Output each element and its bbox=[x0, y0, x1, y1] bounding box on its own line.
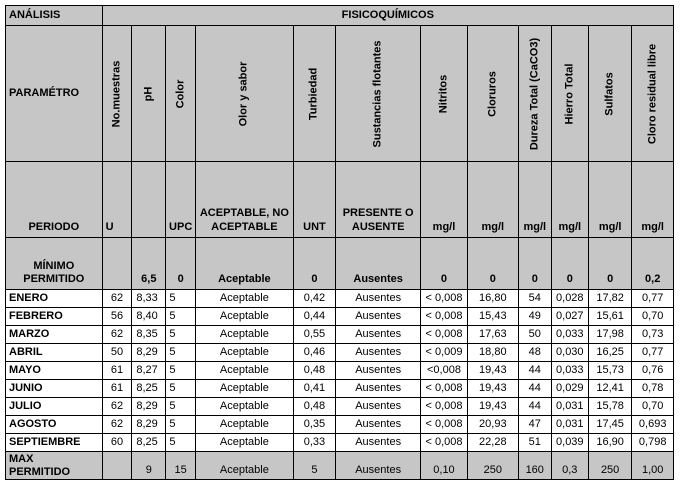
fisicoquimicos-label: FISICOQUÍMICOS bbox=[102, 6, 673, 26]
cell: 0,70 bbox=[632, 398, 674, 416]
minimo-olor: Aceptable bbox=[196, 238, 294, 290]
col-cloro-header: Cloro residual libre bbox=[632, 26, 674, 162]
cell: Ausentes bbox=[336, 326, 421, 344]
unit-olor: ACEPTABLE, NO ACEPTABLE bbox=[196, 162, 294, 238]
col-turbiedad-header: Turbiedad bbox=[293, 26, 335, 162]
cell: Aceptable bbox=[196, 398, 294, 416]
minimo-sustancias: Ausentes bbox=[336, 238, 421, 290]
cell: 62 bbox=[102, 326, 132, 344]
minimo-turbiedad: 0 bbox=[293, 238, 335, 290]
unit-row bbox=[6, 162, 674, 238]
maximo-ph: 9 bbox=[132, 452, 166, 480]
maximo-cloruros: 250 bbox=[467, 452, 518, 480]
cell: 0,76 bbox=[632, 362, 674, 380]
cell: 0,33 bbox=[293, 434, 335, 452]
cell: 8,33 bbox=[132, 290, 166, 308]
col-hierro-header: Hierro Total bbox=[551, 26, 588, 162]
cell: Aceptable bbox=[196, 380, 294, 398]
row-month: SEPTIEMBRE bbox=[6, 434, 103, 452]
cell: 8,35 bbox=[132, 326, 166, 344]
unit-dureza: mg/l bbox=[518, 162, 551, 238]
cell: 62 bbox=[102, 416, 132, 434]
table-row-marzo bbox=[6, 326, 674, 344]
cell: 5 bbox=[166, 398, 196, 416]
maximo-nitritos: 0,10 bbox=[421, 452, 468, 480]
cell: 0,027 bbox=[551, 308, 588, 326]
col-nitritos-header: Nitritos bbox=[421, 26, 468, 162]
cell: 8,25 bbox=[132, 380, 166, 398]
unit-ph bbox=[132, 162, 166, 238]
cell: 60 bbox=[102, 434, 132, 452]
cell: 47 bbox=[518, 416, 551, 434]
row-month: ENERO bbox=[6, 290, 103, 308]
cell: Ausentes bbox=[336, 290, 421, 308]
minimo-cloruros: 0 bbox=[467, 238, 518, 290]
cell: 0,039 bbox=[551, 434, 588, 452]
col-color-header: Color bbox=[166, 26, 196, 162]
cell: 51 bbox=[518, 434, 551, 452]
table-row-junio bbox=[6, 380, 674, 398]
cell: 0,78 bbox=[632, 380, 674, 398]
parametro-label: PARAMÉTRO bbox=[6, 26, 103, 162]
cell: < 0,008 bbox=[421, 326, 468, 344]
cell: 50 bbox=[518, 326, 551, 344]
maximo-row bbox=[6, 452, 674, 480]
cell: 0,798 bbox=[632, 434, 674, 452]
row-month: AGOSTO bbox=[6, 416, 103, 434]
cell: 5 bbox=[166, 308, 196, 326]
cell: 0,46 bbox=[293, 344, 335, 362]
cell: 17,98 bbox=[588, 326, 632, 344]
cell: < 0,008 bbox=[421, 434, 468, 452]
cell: 0,77 bbox=[632, 290, 674, 308]
table-row-abril bbox=[6, 344, 674, 362]
cell: 5 bbox=[166, 434, 196, 452]
cell: Aceptable bbox=[196, 344, 294, 362]
cell: Aceptable bbox=[196, 308, 294, 326]
table-row-julio bbox=[6, 398, 674, 416]
cell: 8,29 bbox=[132, 398, 166, 416]
maximo-sulfatos: 250 bbox=[588, 452, 632, 480]
table-row-septiembre bbox=[6, 434, 674, 452]
cell: 0,030 bbox=[551, 344, 588, 362]
cell: 0,55 bbox=[293, 326, 335, 344]
unit-hierro: mg/l bbox=[551, 162, 588, 238]
table-row-agosto bbox=[6, 416, 674, 434]
cell: 5 bbox=[166, 416, 196, 434]
unit-sulfatos: mg/l bbox=[588, 162, 632, 238]
maximo-olor: Aceptable bbox=[196, 452, 294, 480]
cell: 0,35 bbox=[293, 416, 335, 434]
minimo-ph: 6,5 bbox=[132, 238, 166, 290]
col-sustancias-header: Sustancias flotantes bbox=[336, 26, 421, 162]
cell: Aceptable bbox=[196, 290, 294, 308]
row-month: ABRIL bbox=[6, 344, 103, 362]
periodo-label: PERIODO bbox=[6, 162, 103, 238]
cell: 5 bbox=[166, 380, 196, 398]
unit-turbiedad: UNT bbox=[293, 162, 335, 238]
cell: 16,90 bbox=[588, 434, 632, 452]
cell: 8,40 bbox=[132, 308, 166, 326]
col-dureza-header: Dureza Total (CaCO3) bbox=[518, 26, 551, 162]
cell: 16,25 bbox=[588, 344, 632, 362]
cell: 18,80 bbox=[467, 344, 518, 362]
maximo-turbiedad: 5 bbox=[293, 452, 335, 480]
minimo-hierro: 0 bbox=[551, 238, 588, 290]
row-month: FEBRERO bbox=[6, 308, 103, 326]
cell: 5 bbox=[166, 290, 196, 308]
cell: 0,73 bbox=[632, 326, 674, 344]
cell: 0,41 bbox=[293, 380, 335, 398]
minimo-muestras bbox=[102, 238, 132, 290]
cell: 0,031 bbox=[551, 398, 588, 416]
unit-cloro: mg/l bbox=[632, 162, 674, 238]
cell: 15,61 bbox=[588, 308, 632, 326]
cell: 19,43 bbox=[467, 398, 518, 416]
maximo-dureza: 160 bbox=[518, 452, 551, 480]
cell: Ausentes bbox=[336, 416, 421, 434]
cell: 0,033 bbox=[551, 326, 588, 344]
cell: 15,78 bbox=[588, 398, 632, 416]
cell: 62 bbox=[102, 290, 132, 308]
cell: 44 bbox=[518, 362, 551, 380]
cell: 0,031 bbox=[551, 416, 588, 434]
cell: 16,80 bbox=[467, 290, 518, 308]
col-ph-header: pH bbox=[132, 26, 166, 162]
minimo-cloro: 0,2 bbox=[632, 238, 674, 290]
cell: Ausentes bbox=[336, 344, 421, 362]
cell: 0,029 bbox=[551, 380, 588, 398]
cell: < 0,008 bbox=[421, 290, 468, 308]
minimo-label: MÍNIMO PERMITIDO bbox=[6, 238, 103, 290]
cell: 15,73 bbox=[588, 362, 632, 380]
water-quality-table bbox=[5, 5, 674, 480]
cell: Aceptable bbox=[196, 362, 294, 380]
minimo-dureza: 0 bbox=[518, 238, 551, 290]
cell: 5 bbox=[166, 326, 196, 344]
cell: 61 bbox=[102, 362, 132, 380]
cell: Ausentes bbox=[336, 362, 421, 380]
analisis-label: ANÁLISIS bbox=[6, 6, 103, 26]
cell: 0,70 bbox=[632, 308, 674, 326]
cell: 8,25 bbox=[132, 434, 166, 452]
cell: 0,693 bbox=[632, 416, 674, 434]
unit-muestras: U bbox=[102, 162, 132, 238]
cell: 15,43 bbox=[467, 308, 518, 326]
cell: 17,63 bbox=[467, 326, 518, 344]
row-month: MAYO bbox=[6, 362, 103, 380]
cell: Aceptable bbox=[196, 326, 294, 344]
cell: 19,43 bbox=[467, 362, 518, 380]
cell: < 0,008 bbox=[421, 308, 468, 326]
header-row-1 bbox=[6, 6, 674, 26]
cell: 8,29 bbox=[132, 416, 166, 434]
cell: 54 bbox=[518, 290, 551, 308]
maximo-color: 15 bbox=[166, 452, 196, 480]
cell: < 0,008 bbox=[421, 416, 468, 434]
maximo-label: MAX PERMITIDO bbox=[6, 452, 103, 480]
cell: 0,033 bbox=[551, 362, 588, 380]
cell: 5 bbox=[166, 362, 196, 380]
cell: 48 bbox=[518, 344, 551, 362]
cell: 17,45 bbox=[588, 416, 632, 434]
cell: Ausentes bbox=[336, 308, 421, 326]
cell: 61 bbox=[102, 380, 132, 398]
cell: 17,82 bbox=[588, 290, 632, 308]
row-month: JULIO bbox=[6, 398, 103, 416]
cell: 20,93 bbox=[467, 416, 518, 434]
cell: 62 bbox=[102, 398, 132, 416]
unit-nitritos: mg/l bbox=[421, 162, 468, 238]
maximo-hierro: 0,3 bbox=[551, 452, 588, 480]
table-row-enero bbox=[6, 290, 674, 308]
unit-sustancias: PRESENTE O AUSENTE bbox=[336, 162, 421, 238]
cell: 8,29 bbox=[132, 344, 166, 362]
cell: Ausentes bbox=[336, 380, 421, 398]
cell: 0,48 bbox=[293, 398, 335, 416]
maximo-cloro: 1,00 bbox=[632, 452, 674, 480]
monthly-data bbox=[6, 290, 674, 480]
cell: < 0,008 bbox=[421, 398, 468, 416]
cell: 44 bbox=[518, 398, 551, 416]
table-row-mayo bbox=[6, 362, 674, 380]
col-muestras-header: No.muestras bbox=[102, 26, 132, 162]
minimo-color: 0 bbox=[166, 238, 196, 290]
col-sulfatos-header: Sulfatos bbox=[588, 26, 632, 162]
cell: 5 bbox=[166, 344, 196, 362]
cell: Ausentes bbox=[336, 434, 421, 452]
minimo-sulfatos: 0 bbox=[588, 238, 632, 290]
cell: Aceptable bbox=[196, 434, 294, 452]
minimo-nitritos: 0 bbox=[421, 238, 468, 290]
parameter-name-row bbox=[6, 26, 674, 162]
cell: 22,28 bbox=[467, 434, 518, 452]
cell: 0,42 bbox=[293, 290, 335, 308]
minimo-row bbox=[6, 238, 674, 290]
cell: 56 bbox=[102, 308, 132, 326]
unit-cloruros: mg/l bbox=[467, 162, 518, 238]
maximo-muestras bbox=[102, 452, 132, 480]
cell: 0,028 bbox=[551, 290, 588, 308]
unit-color: UPC bbox=[166, 162, 196, 238]
cell: < 0,009 bbox=[421, 344, 468, 362]
cell: 0,48 bbox=[293, 362, 335, 380]
cell: 0,44 bbox=[293, 308, 335, 326]
cell: 0,77 bbox=[632, 344, 674, 362]
col-olor-header: Olor y sabor bbox=[196, 26, 294, 162]
cell: <0,008 bbox=[421, 362, 468, 380]
cell: 8,27 bbox=[132, 362, 166, 380]
cell: 12,41 bbox=[588, 380, 632, 398]
table-row-febrero bbox=[6, 308, 674, 326]
row-month: JUNIO bbox=[6, 380, 103, 398]
cell: 49 bbox=[518, 308, 551, 326]
cell: 50 bbox=[102, 344, 132, 362]
cell: < 0,008 bbox=[421, 380, 468, 398]
cell: 19,43 bbox=[467, 380, 518, 398]
row-month: MARZO bbox=[6, 326, 103, 344]
cell: Ausentes bbox=[336, 398, 421, 416]
col-cloruros-header: Cloruros bbox=[467, 26, 518, 162]
cell: 44 bbox=[518, 380, 551, 398]
cell: Aceptable bbox=[196, 416, 294, 434]
maximo-sustancias: Ausentes bbox=[336, 452, 421, 480]
